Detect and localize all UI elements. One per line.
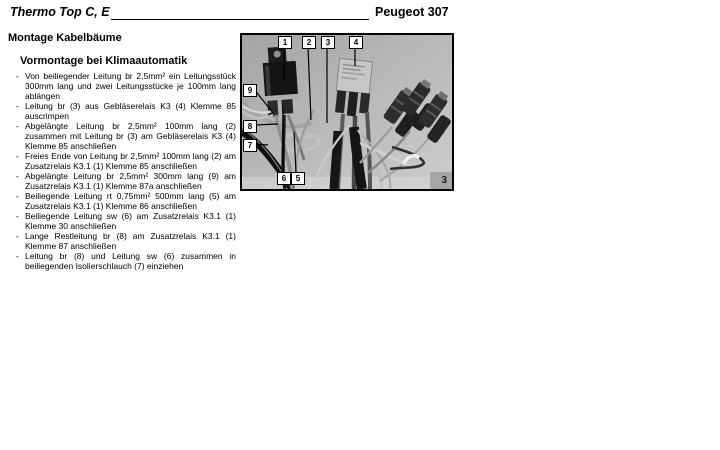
callout-6: 6 xyxy=(277,172,291,185)
list-item xyxy=(16,251,236,271)
list-marker: - xyxy=(16,171,19,181)
callout-5: 5 xyxy=(291,172,305,185)
document-title: Thermo Top C, E xyxy=(10,5,110,19)
list-item-text: Leitung br (3) aus Gebläserelais K3 (4) Klemme 85 auscrimpen xyxy=(25,101,236,121)
instruction-list xyxy=(16,71,236,271)
list-item-text: Abgelängte Leitung br 2,5mm² 300mm lang (9) am Zusatzrelais K3.1 (1) Klemme 87a anschließen xyxy=(25,171,236,191)
list-item-text: Lange Restleitung br (8) am Zusatzrelais K3.1 (1) Klemme 87 anschließen xyxy=(25,231,236,251)
list-marker: - xyxy=(16,191,19,201)
list-marker: - xyxy=(16,101,19,111)
list-item xyxy=(16,71,236,101)
callout-1: 1 xyxy=(278,36,292,49)
list-marker: - xyxy=(16,151,19,161)
photo-bottom-strip xyxy=(242,177,452,189)
relay-k3 xyxy=(334,58,374,117)
list-item xyxy=(16,101,236,121)
list-marker: - xyxy=(16,71,19,81)
list-item xyxy=(16,211,236,231)
harness-photo xyxy=(242,35,452,189)
callout-9: 9 xyxy=(243,84,257,97)
list-marker: - xyxy=(16,121,19,131)
callout-2: 2 xyxy=(302,36,316,49)
list-item xyxy=(16,191,236,211)
list-marker: - xyxy=(16,251,19,261)
callout-3: 3 xyxy=(321,36,335,49)
header-rule xyxy=(111,19,369,20)
list-item-text: Freies Ende von Leitung br 2,5mm² 100mm lang (2) am Zusatzrelais K3.1 (1) Klemme 85 anschließen xyxy=(25,151,236,171)
list-item-text: Leitung br (8) und Leitung sw (6) zusammen in beiliegenden Isolierschlauch (7) einziehen xyxy=(25,251,236,271)
section-title: Montage Kabelbäume xyxy=(8,32,122,44)
callout-4: 4 xyxy=(349,36,363,49)
list-item-text: Beiliegende Leitung sw (6) am Zusatzrelais K3.1 (1) Klemme 30 anschließen xyxy=(25,211,236,231)
callout-8: 8 xyxy=(243,120,257,133)
list-marker: - xyxy=(16,231,19,241)
list-item xyxy=(16,151,236,171)
callout-7: 7 xyxy=(243,139,257,152)
vehicle-model: Peugeot 307 xyxy=(375,5,449,19)
harness-photo-figure xyxy=(240,33,454,191)
list-item xyxy=(16,121,236,151)
figure-number: 3 xyxy=(430,172,452,189)
list-item-text: Abgelängte Leitung br 2,5mm² 100mm lang (2) zusammen mit Leitung br (3) am Gebläserelais K3 (4) Klemme 85 anschließen xyxy=(25,121,236,151)
list-item-text: Beiliegende Leitung rt 0,75mm² 500mm lang (5) am Zusatzrelais K3.1 (1) Klemme 86 anschließen xyxy=(25,191,236,211)
list-item-text: Von beiliegender Leitung br 2,5mm² ein Leitungsstück 300mm lang und zwei Leitungsstücke je 100mm lang ablängen xyxy=(25,71,236,101)
list-marker: - xyxy=(16,211,19,221)
subsection-title: Vormontage bei Klimaautomatik xyxy=(20,55,188,67)
list-item xyxy=(16,171,236,191)
list-item xyxy=(16,231,236,251)
